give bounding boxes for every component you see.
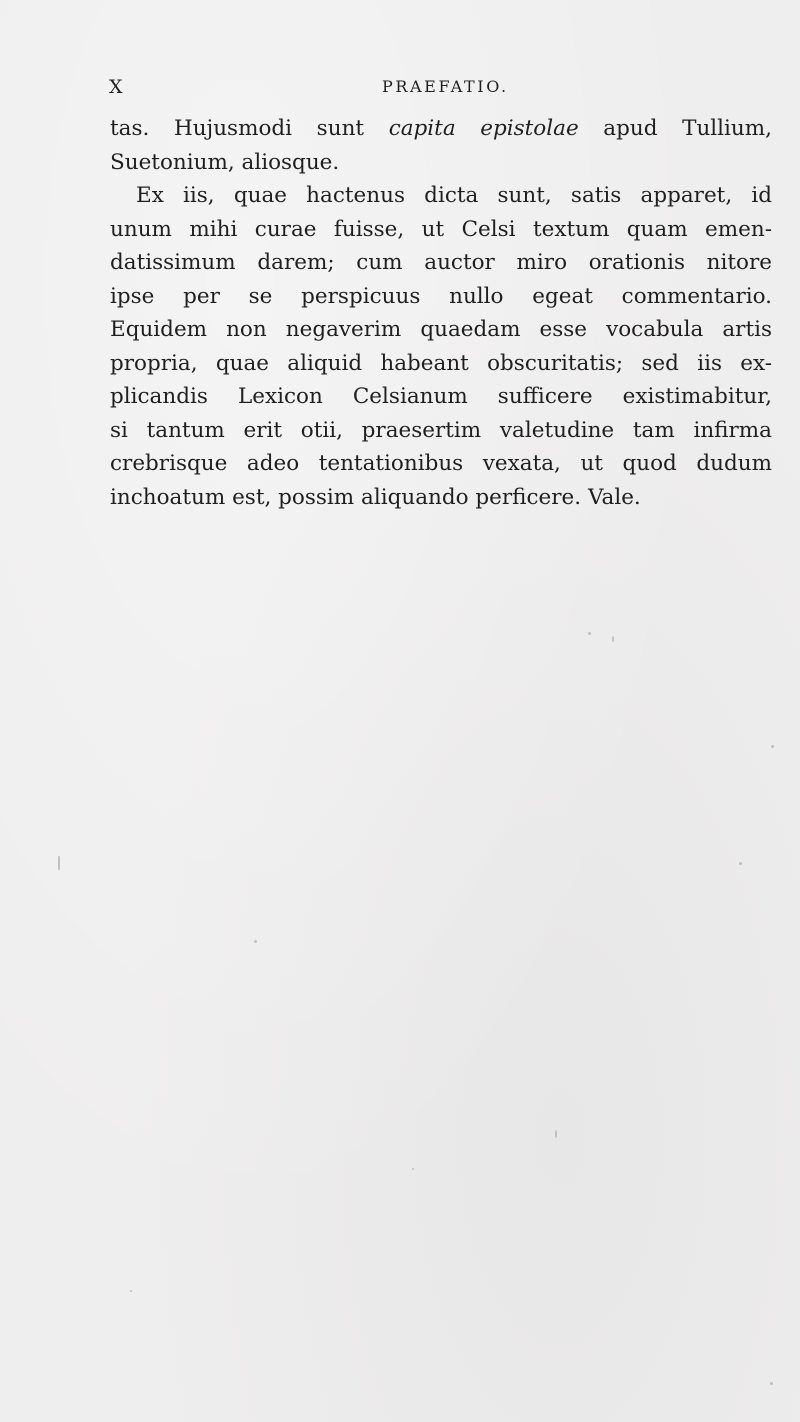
paper-speck bbox=[771, 745, 774, 748]
page-number: X bbox=[109, 76, 124, 98]
text-line bbox=[110, 347, 772, 381]
text-run: apud Tullium, bbox=[578, 116, 772, 141]
italic-title: capita epistolae bbox=[388, 116, 579, 141]
paper-speck bbox=[555, 1130, 557, 1138]
text-run: Equidem non negaverim quaedam esse vocabula artis bbox=[110, 317, 772, 342]
text-run: ipse per se perspicuus nullo egeat commentario. bbox=[110, 283, 772, 309]
running-head bbox=[0, 76, 800, 106]
text-line bbox=[110, 146, 772, 180]
text-run: inchoatum est, possim aliquando perficere. Vale. bbox=[110, 484, 641, 510]
text-run: Suetonium, aliosque. bbox=[110, 149, 340, 175]
text-line bbox=[110, 380, 772, 414]
text-line bbox=[110, 447, 772, 481]
text-line bbox=[110, 414, 772, 448]
text-line bbox=[110, 213, 772, 247]
text-line bbox=[110, 481, 772, 515]
paper-speck bbox=[770, 1382, 773, 1385]
text-run: unum mihi curae fuisse, ut Celsi textum quam emen- bbox=[110, 216, 772, 242]
paper-speck bbox=[254, 940, 257, 943]
text-run: datissimum darem; cum auctor miro orationis nitore bbox=[110, 250, 772, 275]
paper-speck bbox=[130, 1290, 132, 1292]
text-run: propria, quae aliquid habeant obscuritatis; sed iis ex- bbox=[110, 350, 772, 376]
paper-speck bbox=[58, 856, 60, 870]
paper-speck bbox=[412, 1168, 414, 1170]
text-line bbox=[110, 280, 772, 314]
text-run: plicandis Lexicon Celsianum sufficere existimabitur, bbox=[110, 384, 772, 409]
running-head-title: PRAEFATIO. bbox=[382, 77, 509, 96]
text-run: Ex iis, quae hactenus dicta sunt, satis apparet, id bbox=[136, 183, 772, 208]
text-line bbox=[110, 112, 772, 146]
text-run: si tantum erit otii, praesertim valetudine tam infirma bbox=[110, 417, 772, 443]
text-run: crebrisque adeo tentationibus vexata, ut quod dudum bbox=[110, 451, 772, 476]
text-line bbox=[110, 313, 772, 347]
text-run: tas. Hujusmodi sunt bbox=[110, 116, 389, 141]
text-line bbox=[110, 246, 772, 280]
paper-speck bbox=[588, 632, 591, 635]
text-line bbox=[110, 179, 772, 213]
body-text bbox=[110, 112, 772, 514]
paper-speck bbox=[612, 636, 614, 642]
paper-speck bbox=[739, 862, 742, 865]
